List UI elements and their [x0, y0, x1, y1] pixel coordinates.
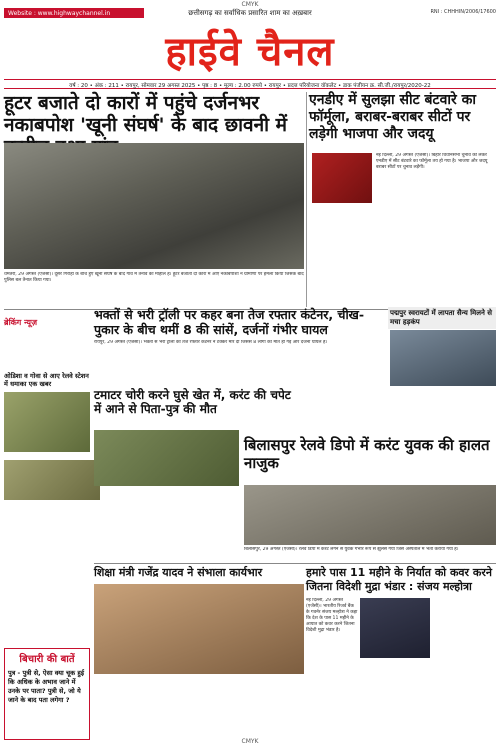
missing-soldier-headline: पद्मपुर स्वरायटों में लापता सैन्य मिलने से मचा हड़कंप [388, 307, 496, 329]
left-brief-headline: ओडिशा व गोवा से आए रेलवे स्टेशन में धमाका एक खबर [4, 372, 89, 388]
train-photo [390, 330, 496, 386]
riot-photo [4, 143, 304, 269]
rail-body: बिलासपुर, 29 अगस्त (एजेंसी)। रेलवे डिपो में करंट लगने से युवक गंभीर रूप से झुलस गया जिसे अस्पताल में भर्ती कराया गया है। [244, 547, 459, 552]
cmyk-mark-bottom: CMYK [241, 738, 259, 745]
politics-body: नई दिल्ली, 29 अगस्त (एजेंसी)। बिहार विधानसभा चुनाव को लेकर एनडीए में सीट बंटवारे का फॉर्मूला तय हो गया है। भाजपा और जदयू बराबर सीटों पर चुनाव लड़ेंगी। [376, 153, 488, 170]
column-divider [306, 92, 307, 307]
lead-body: धमतरी, 29 अगस्त (एजेंसी)। दूसरे गिरोहों के बीच हुए खूनी संघर्ष के बाद गांव में तनाव का माहौल है। हूटर बजाती दो कारों में आए नकाबपोशों ने ग्रामीणों पर हमला किया जिसके बाद पुलिस बल तैनात किया गया। [4, 272, 304, 283]
cmyk-mark-top: CMYK [241, 1, 259, 8]
minister-photo [94, 584, 304, 674]
lead-headline: हूटर बजाते दो कारों में पहुंचे दर्जनभर नकाबपोश 'खूनी संघर्ष' के बाद छावनी में [4, 92, 288, 136]
thought-box [4, 648, 90, 740]
bus-photo [4, 392, 90, 452]
politics-headline: एनडीए में सुलझा सीट बंटवारे का फॉर्मूला, बराबर-बराबर सीटों पर लड़ेगी भाजपा और जदयू [309, 92, 476, 142]
governor-photo [360, 598, 430, 658]
bihar-map-image [312, 153, 372, 203]
thought-box-body: पुत्र - पुत्री से, ऐसा क्या चूक हुई कि अधिक के अभाव जाने में उनके पर पाता? पुत्री से, जो ये जाने के बाद पता लगेगा ? [8, 669, 85, 704]
field-photo [4, 460, 100, 500]
forex-headline: हमारे पास 11 महीने के निर्यात को कवर करने जितना विदेशी मुद्रा भंडार : संजय मल्होत्रा [306, 566, 492, 593]
breaking-news-label: ब्रेकिंग न्यूज़ [4, 318, 38, 327]
rail-depot-photo [244, 485, 496, 545]
tomato-field-photo [94, 430, 239, 486]
dateline: वर्ष : 20 • अंक : 211 • रायपुर, सोमवार 29 अगस्त 2025 • पृष्ठ : 8 • मूल्य : 2.00 रुपये • रायपुर • प्रदत्त परियोजना वॉकलेट • डाक पंजीयन क्र. सी.जी./रायपुर/2020-22 [4, 79, 496, 89]
registration-number: RNI : CHHHIN/2006/17600 [430, 9, 496, 15]
newspaper-logo [130, 22, 370, 74]
lower-divider [94, 563, 496, 564]
education-minister-headline: शिक्षा मंत्री गजेंद्र यादव ने संभाला कार्यभार [94, 566, 263, 579]
forex-body: नई दिल्ली, 29 अगस्त (एजेंसी)। भारतीय रिजर्व बैंक के गवर्नर संजय मल्होत्रा ने कहा कि देश के पास 11 महीने के आयात को कवर करने जितना विदेशी मुद्रा भंडार है। [306, 598, 358, 633]
thought-box-title: बिचारी की बातें [19, 654, 75, 665]
website-banner: Website : www.highwaychannel.in [4, 8, 144, 18]
tomato-theft-headline: टमाटर चोरी करने घुसे खेत में, करंट की चपेट में आने से पिता-पुत्र की मौत [94, 388, 291, 416]
logo-text: हाईवे चैनल [165, 28, 335, 75]
tagline: छत्तीसगढ़ का सर्वाधिक प्रसारित शाम का अख़बार [188, 9, 312, 17]
bilaspur-rail-headline: बिलासपुर रेलवे डिपो में करंट युवक की हालत नाजुक [244, 436, 490, 472]
accident-headline: भक्तों से भरी ट्रॉली पर कहर बना तेज रफ्तार कंटेनर, चीख-पुकार के बीच थमीं 8 की सांसें, दर्जनों गंभीर घायल [94, 307, 365, 337]
accident-body: रायपुर, 29 अगस्त (एजेंसी)। भक्तों से भरी ट्रॉली को तेज रफ्तार कंटेनर ने टक्कर मार दी जिससे 8 लोगों की मौत हो गई और दर्जनों घायल हैं। [94, 340, 328, 345]
